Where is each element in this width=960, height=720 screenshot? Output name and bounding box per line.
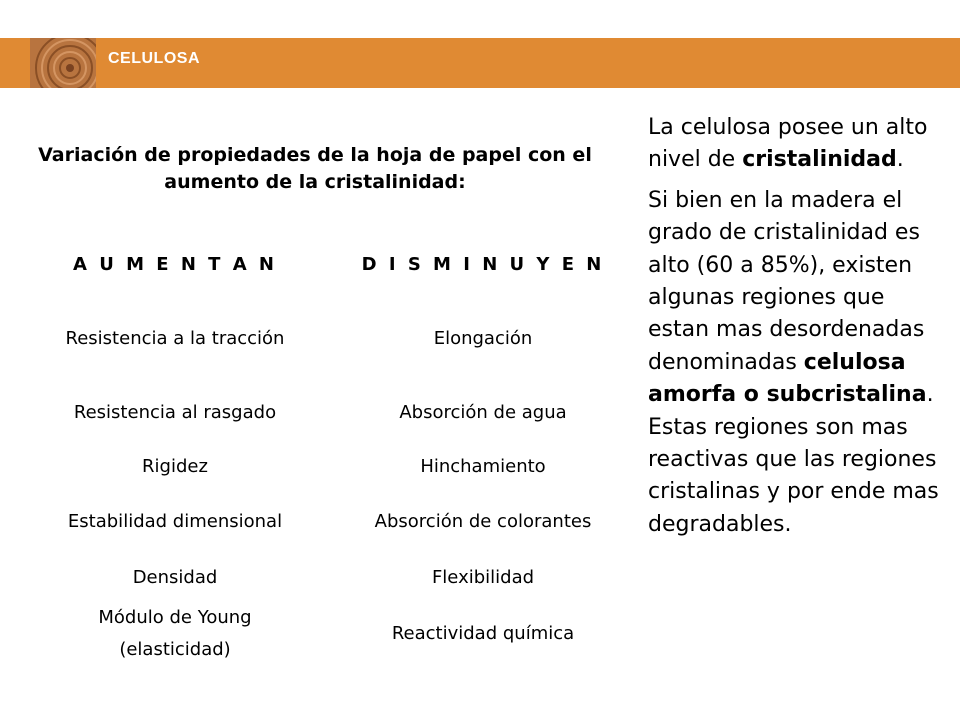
decrease-item: Absorción de agua [399, 402, 567, 423]
table-heading: Variación de propiedades de la hoja de papel con el aumento de la cristalinidad: [38, 144, 592, 193]
increase-item: Estabilidad dimensional [67, 511, 283, 532]
increase-item-continued: (elasticidad) [119, 639, 231, 660]
decrease-item: Flexibilidad [431, 567, 535, 588]
side-text-run: La celulosa posee un alto nivel de [648, 115, 928, 173]
header-title: CELULOSA [108, 50, 200, 67]
side-text-bold: celulosa amorfa o subcristalina [648, 349, 927, 408]
side-text-run: Si bien en la madera el grado de cristalinidad es alto (60 a 85%), existen algunas regiones que estan mas desordenadas denominadas [648, 187, 925, 375]
increase-item: Módulo de Young [98, 607, 252, 628]
decrease-item: Reactividad química [391, 623, 575, 644]
decrease-item: Absorción de colorantes [374, 511, 592, 532]
side-paragraph [648, 112, 948, 177]
decrease-item: Hinchamiento [420, 456, 546, 477]
side-text-run: . Estas regiones son mas reactivas que las regiones cristalinas y por ende mas degradables. [648, 382, 939, 537]
side-text-run: . [896, 147, 904, 173]
increase-item: Resistencia a la tracción [65, 328, 285, 349]
increase-item: Rigidez [142, 456, 208, 477]
increase-item: Resistencia al rasgado [73, 402, 277, 423]
wood-rings-icon [30, 38, 96, 88]
side-text-bold: cristalinidad [742, 147, 897, 173]
side-paragraph [648, 185, 948, 541]
side-text [648, 112, 948, 541]
column-header-increase: A U M E N T A N [73, 254, 277, 275]
decrease-item: Elongación [433, 328, 533, 349]
increase-item: Densidad [132, 567, 218, 588]
column-header-decrease: D I S M I N U Y E N [361, 254, 605, 275]
